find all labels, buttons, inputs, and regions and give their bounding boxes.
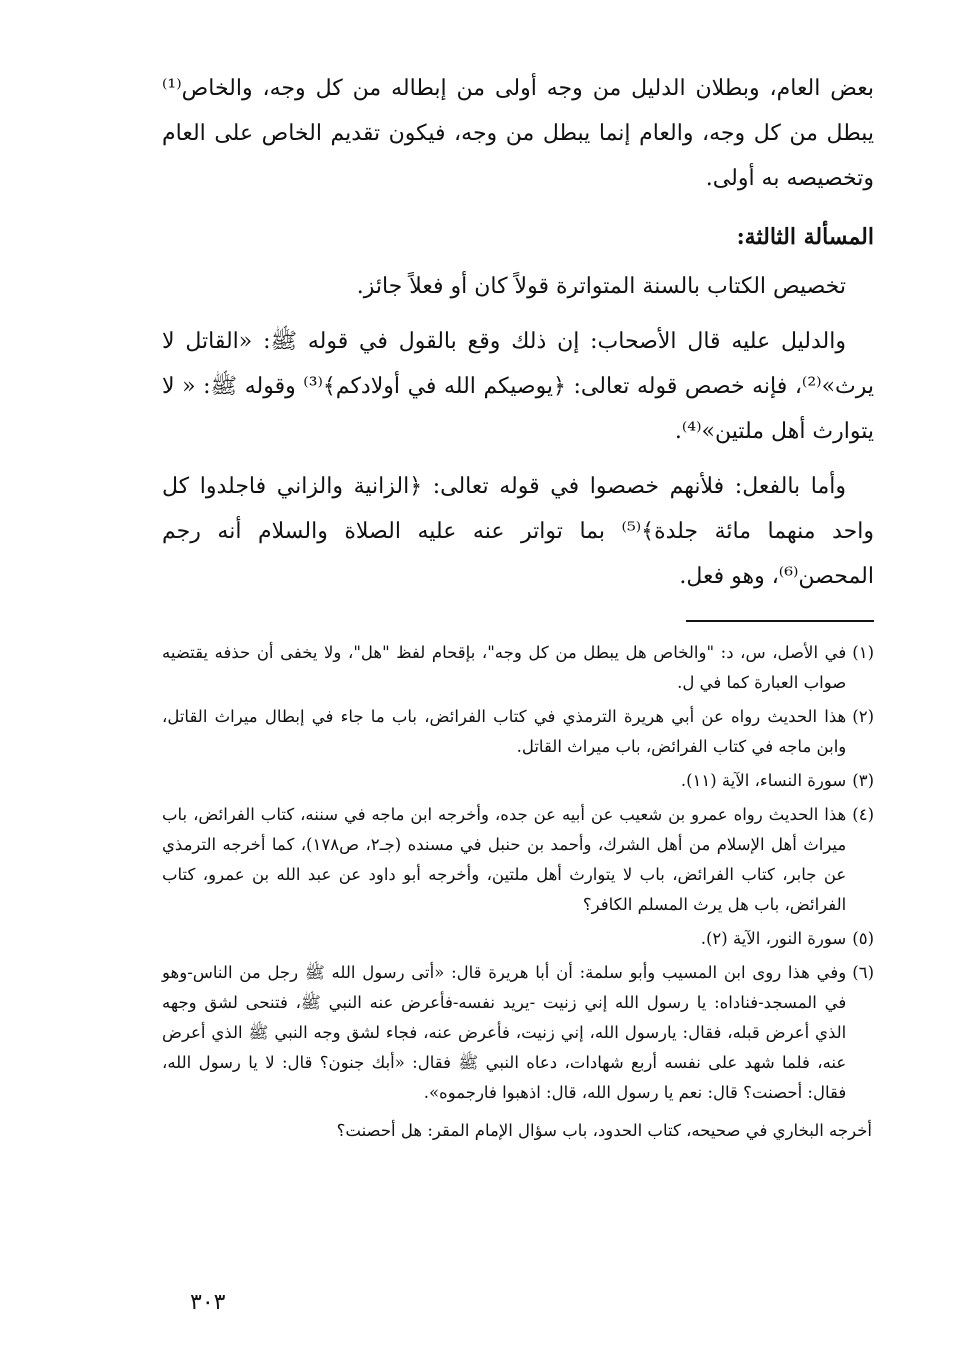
footnote-text: سورة النور، الآية (٢). [700,929,847,948]
footnote-number: (٥) [852,929,874,948]
main-text [162,66,874,599]
footnote-4 [162,800,874,920]
footnote-1 [162,638,874,698]
footnote-number: (٤) [852,805,874,824]
page-number: ٣٠٣ [190,1290,226,1315]
footnote-number: (٦) [852,963,874,982]
footnote-2 [162,702,874,762]
paragraph-3: والدليل عليه قال الأصحاب: إن ذلك وقع بالقول في قوله ﷺ: «القاتل لا يرث»⁽²⁾، فإنه خصص قوله تعالى: ﴿يوصيكم الله في أولادكم﴾⁽³⁾ وقوله ﷺ: « لا يتوارث أهل ملتين»⁽⁴⁾. [162,329,875,444]
spacer [162,454,874,464]
footnote-3 [162,766,874,796]
footnote-number: (٢) [852,707,874,726]
section-heading: المسألة الثالثة: [736,224,874,250]
paragraph-1: بعض العام، وبطلان الدليل من وجه أولى من إبطاله من كل وجه، والخاص⁽¹⁾ يبطل من كل وجه، والعام إنما يبطل من وجه، فيكون تقديم الخاص على العام وتخصيصه به أولى. [162,76,874,191]
paragraph-2: تخصيص الكتاب بالسنة المتواترة قولاً كان أو فعلاً جائز. [356,274,846,299]
footnote-6-source: أخرجه البخاري في صحيحه، كتاب الحدود، باب سؤال الإمام المقر: هل أحصنت؟ [336,1121,872,1140]
footnote-number: (١) [852,643,874,662]
footnote-number: (٣) [852,771,874,790]
footnote-separator [686,620,874,622]
footnote-text: وفي هذا روى ابن المسيب وأبو سلمة: أن أبا هريرة قال: «أتى رسول الله ﷺ رجل من الناس-وهو في المسجد-فناداه: يا رسول الله إني زنيت -يريد نفسه-فأعرض عنه النبي ﷺ، فتنحى لشق وجهه الذي أعرض قبله، فقال: يارسول الله، إني زنيت، فأعرض عنه، فجاء لشق وجه النبي ﷺ الذي أعرض عنه، فلما شهد على نفسه أربع شهادات، دعاه النبي ﷺ فقال: «أبك جنون؟ قال: لا يا رسول الله، فقال: أحصنت؟ قال: نعم يا رسول الله، قال: اذهبوا فارجموه». [162,963,847,1102]
footnote-text: في الأصل، س، د: "والخاص هل يبطل من كل وجه"، بإقحام لفظ "هل"، ولا يخفى أن حذفه يقتضيه صواب العبارة كما في ل. [162,643,847,692]
footnote-6 [162,958,874,1108]
paragraph-4: وأما بالفعل: فلأنهم خصصوا في قوله تعالى: ﴿الزانية والزاني فاجلدوا كل واحد منهما مائة جلدة﴾⁽⁵⁾ بما تواتر عنه عليه الصلاة والسلام أنه رجم المحصن⁽⁶⁾، وهو فعل. [162,474,874,589]
spacer [162,201,874,211]
spacer [162,309,874,319]
footnote-text: سورة النساء، الآية (١١). [680,771,847,790]
footnote-text: هذا الحديث رواه عمرو بن شعيب عن أبيه عن جده، وأخرجه ابن ماجه في سننه، كتاب الفرائض، باب ميراث أهل الإسلام من أهل الشرك، وأحمد بن حنبل في مسنده (جـ٢، ص١٧٨)، كما أخرجه الترمذي عن جابر، كتاب الفرائض، باب لا يتوارث أهل ملتين، وأخرجه أبو داود عن عبد الله بن عمرو، كتاب الفرائض، باب هل يرث المسلم الكافر؟ [162,805,847,914]
footnotes [162,638,874,1146]
footnote-5 [162,924,874,954]
footnote-text: هذا الحديث رواه عن أبي هريرة الترمذي في كتاب الفرائض، باب ما جاء في إبطال ميراث القاتل، وابن ماجه في كتاب الفرائض، باب ميراث القاتل. [162,707,847,756]
